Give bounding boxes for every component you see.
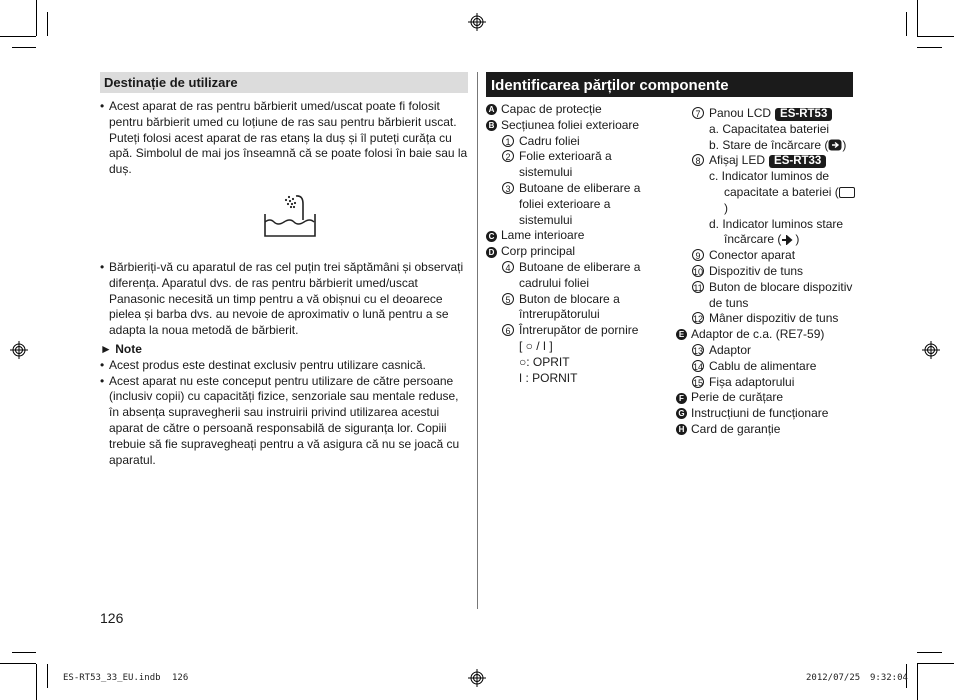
part-G: G Instrucțiuni de funcționare — [676, 406, 856, 422]
letter-badge: E — [676, 329, 687, 340]
symbol-area — [100, 178, 468, 260]
part-4: 4 Butoane de eliberare a cadrului foliei — [486, 260, 666, 292]
parts-identification-heading: Identificarea părților componente — [486, 72, 853, 97]
part-2: 2 Folie exterioară a sistemului — [486, 149, 666, 181]
part-B: B Secțiunea foliei exterioare — [486, 118, 666, 134]
intended-use-heading: Destinație de utilizare — [100, 72, 468, 93]
letter-badge: F — [676, 393, 687, 404]
part-E: E Adaptor de c.a. (RE7-59) — [676, 327, 856, 343]
letter-badge: G — [676, 408, 687, 419]
part-14: 14 Cablu de alimentare — [693, 358, 817, 373]
letter-badge: H — [676, 424, 687, 435]
battery-indicator-icon — [839, 187, 855, 198]
registration-mark-bottom — [468, 669, 486, 687]
model-badge-es-rt53: ES-RT53 — [775, 108, 832, 121]
part-A: A Capac de protecție — [486, 102, 666, 118]
parts-list-column-2 — [676, 106, 856, 438]
part-D: D Corp principal — [486, 244, 666, 260]
footer-file-page: 126 — [172, 673, 189, 683]
switch-on: ǀ : PORNIT — [519, 370, 578, 385]
part-1: 1 Cadru foliei — [486, 134, 666, 150]
intended-use-section — [100, 72, 468, 468]
parts-list-column-1 — [486, 102, 666, 386]
part-11: 11 Buton de blocare dispozitiv de tuns — [693, 279, 853, 310]
part-9: 9 Conector aparat — [676, 248, 856, 264]
charging-status-icon — [828, 139, 842, 151]
part-H: H Card de garanție — [676, 422, 856, 438]
intended-use-paragraph-2: • Bărbieriți-vă cu aparatul de ras cel puțin trei săptămâni și observați diferența. Aparatul dvs. de ras pentru bărbierit umed/uscat Panasonic necesită un timp pentru a vă obișnui cu el deoarece pielea și barba dvs. au nevoie de aproximativ o lună pentru a se adapta la noua metodă de bărbierit. — [100, 260, 468, 339]
part-8: 8 Afișaj LED ES-RT33 — [676, 153, 856, 169]
registration-mark-right — [922, 341, 940, 359]
note-item-1: • Acest produs este destinat exclusiv pentru utilizare casnică. — [100, 358, 468, 374]
model-badge-es-rt33: ES-RT33 — [769, 155, 826, 168]
part-7: 7 Panou LCD ES-RT53 — [676, 106, 856, 122]
footer-date: 2012/07/25 — [806, 673, 861, 683]
part-8c: c. Indicator luminos de capacitate a bateriei () — [676, 169, 856, 216]
letter-badge: D — [486, 247, 497, 258]
registration-mark-top — [468, 13, 486, 31]
part-13: 13 Adaptor — [693, 342, 752, 357]
letter-badge: C — [486, 231, 497, 242]
letter-badge: B — [486, 120, 497, 131]
intended-use-paragraph-1: • Acest aparat de ras pentru bărbierit umed/uscat poate fi folosit pentru bărbierit umed cu loțiune de ras sau pentru bărbierit uscat. Puteți folosi acest aparat de ras etanș la duș și îl puteți curăța cu apă. Simbolul de mai jos înseamnă că se poate folosi în baie sau la duș. — [100, 99, 468, 178]
footer-filename: ES-RT53_33_EU.indb — [63, 673, 161, 683]
note-label: ► Note — [100, 341, 142, 356]
page-number: 126 — [100, 610, 124, 626]
shower-bath-icon — [262, 194, 320, 240]
letter-badge: A — [486, 104, 497, 115]
part-7a: a. Capacitatea bateriei — [709, 121, 830, 136]
part-5: 5 Buton de blocare a întrerupătorului — [486, 292, 666, 324]
part-7b: b. Stare de încărcare ( ) — [709, 137, 847, 152]
column-divider — [477, 72, 478, 609]
part-8d: d. Indicator luminos stare încărcare ( ) — [709, 216, 844, 247]
switch-symbols: [ ○ / ǀ ] — [519, 338, 553, 353]
part-6: 6 Întrerupător de pornire — [486, 323, 666, 339]
part-10: 10 Dispozitiv de tuns — [693, 263, 804, 278]
footer-time: 9:32:04 — [870, 673, 908, 683]
switch-off: ○: OPRIT — [519, 354, 570, 369]
charging-indicator-icon — [781, 235, 795, 245]
part-3: 3 Butoane de eliberare a foliei exterioare a sistemului — [486, 181, 666, 228]
note-item-2: • Acest aparat nu este conceput pentru utilizare de către persoane (inclusiv copii) cu capacități fizice, senzoriale sau mentale reduse, în absența supravegherii sau instruirii privind utilizarea acestui aparat de către o persoană responsabilă de siguranța lor. Copiii trebuie să fie supravegheați pentru a vă asigura că nu se joacă cu aparatul. — [100, 374, 468, 469]
part-12: 12 Mâner dispozitiv de tuns — [693, 311, 839, 326]
part-F: F Perie de curățare — [676, 390, 856, 406]
part-C: C Lame interioare — [486, 228, 666, 244]
registration-mark-left — [10, 341, 28, 359]
part-15: 15 Fișa adaptorului — [693, 374, 795, 389]
